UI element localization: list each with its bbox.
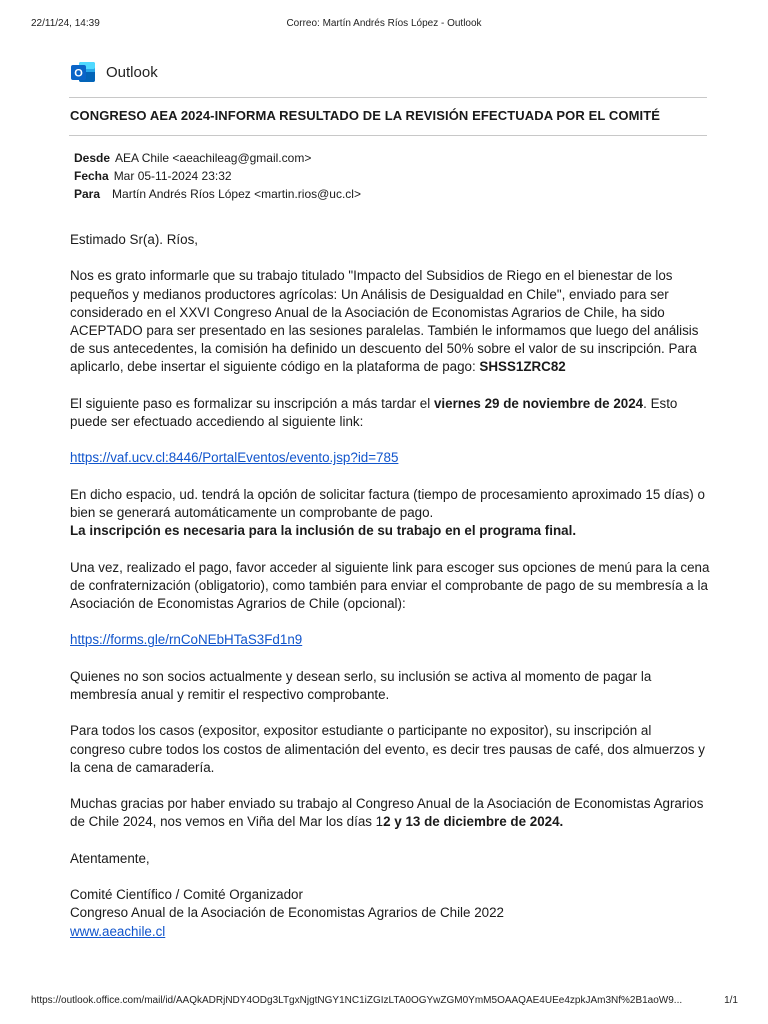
forms-link[interactable]: https://forms.gle/rnCoNEbHTaS3Fd1n9 (70, 632, 303, 648)
paragraph-menu: Una vez, realizado el pago, favor acceder al siguiente link para escoger sus opciones de menú para la cena de confraternización (obligatorio), como también para enviar el comprobante de pago de su membresía a la Asociación de Economistas Agrarios de Chile (opcional): (70, 559, 710, 611)
registration-link[interactable]: https://vaf.ucv.cl:8446/PortalEventos/evento.jsp?id=785 (70, 450, 399, 466)
divider (69, 135, 707, 136)
paragraph-acceptance (70, 267, 710, 376)
paragraph-coverage: Para todos los casos (expositor, expositor estudiante o participante no expositor), su inscripción al congreso cubre todos los costos de alimentación del evento, es decir tres pausas de café, dos almuerzos y la cena de camaradería. (70, 723, 705, 775)
deadline-text: El siguiente paso es formalizar su inscripción a más tardar el (70, 395, 434, 411)
from-label: Desde (74, 151, 111, 165)
to-label: Para (74, 187, 101, 201)
date-label: Fecha (74, 169, 109, 183)
outlook-brand[interactable] (70, 59, 158, 85)
deadline-tail: . Esto puede ser efectuado accediendo al siguiente link: (70, 395, 678, 429)
print-datetime: 22/11/24, 14:39 (31, 18, 100, 29)
closing: Atentamente, (70, 850, 150, 866)
from-value[interactable]: AEA Chile <aeachileag@gmail.com> (115, 151, 312, 165)
print-url: https://outlook.office.com/mail/id/AAQkADRjNDY4ODg3LTgxNjgtNGY1NC1iZGIzLTA0OGYwZGM0YmM5OAAQAE4UEe4zpkJAm3Nf%2B1aoW9... (31, 995, 683, 1006)
page-number: 1/1 (724, 995, 738, 1006)
greeting: Estimado Sr(a). Ríos, (70, 232, 198, 247)
email-header (74, 149, 361, 203)
outlook-logo-icon (70, 59, 96, 85)
acceptance-text: Nos es grato informarle que su trabajo titulado "Impacto del Subsidios de Riego en el bienestar de los pequeños y medianos productores agrícolas: Un Análisis de Desigualdad en Chile", enviado para ser considerado en el XXVI Congreso Anual de la Asociación de Economistas Agrarios de Chile, ha sido ACEPTADO para ser presentado en las sesiones paralelas. También le informamos que luego del análisis de sus antecedentes, la comisión ha definido un descuento del 50% sobre el valor de su inscripción. Para aplicarlo, debe insertar el siguiente código en la plataforma de pago: (70, 268, 699, 375)
to-row (74, 185, 361, 203)
email-subject: CONGRESO AEA 2024-INFORMA RESULTADO DE LA REVISIÓN EFECTUADA POR EL COMITÉ (70, 108, 661, 123)
paragraph-link-forms (70, 631, 710, 649)
from-row (74, 149, 361, 167)
date-row (74, 167, 361, 185)
svg-text:O: O (74, 67, 83, 80)
app-name: Outlook (106, 63, 158, 81)
paragraph-membership: Quienes no son socios actualmente y desean serlo, su inclusión se activa al momento de pagar la membresía anual y remitir el respectivo comprobante. (70, 668, 652, 702)
website-link[interactable]: www.aeachile.cl (70, 923, 166, 939)
to-value[interactable]: Martín Andrés Ríos López <martin.rios@uc.cl> (112, 187, 361, 201)
print-header (0, 18, 768, 32)
deadline-date: viernes 29 de noviembre de 2024 (433, 395, 644, 411)
signature-line-1: Comité Científico / Comité Organizador (70, 887, 303, 903)
print-window-title: Correo: Martín Andrés Ríos López - Outlook (286, 18, 482, 29)
event-dates: 2 y 13 de diciembre de 2024. (383, 814, 564, 830)
date-value: Mar 05-11-2024 23:32 (113, 169, 232, 183)
thanks-text: Muchas gracias por haber enviado su trabajo al Congreso Anual de la Asociación de Economistas Agrarios de Chile 2024, nos vemos en Viña del Mar los días 1 (70, 796, 704, 830)
signature (70, 886, 710, 941)
paragraph-thanks (70, 795, 710, 831)
paragraph-link-registration (70, 449, 710, 467)
signature-line-2: Congreso Anual de la Asociación de Economistas Agrarios de Chile 2022 (70, 905, 504, 921)
inscription-required-note: La inscripción es necesaria para la inclusión de su trabajo en el programa final. (70, 523, 577, 539)
email-body (70, 231, 710, 941)
invoice-text: En dicho espacio, ud. tendrá la opción de solicitar factura (tiempo de procesamiento aproximado 15 días) o bien se generará automáticamente un comprobante de pago. (70, 486, 705, 520)
print-footer (0, 995, 768, 1009)
divider (69, 97, 707, 98)
paragraph-deadline (70, 395, 710, 431)
discount-code: SHSS1ZRC82 (479, 359, 566, 375)
paragraph-invoice (70, 486, 710, 541)
